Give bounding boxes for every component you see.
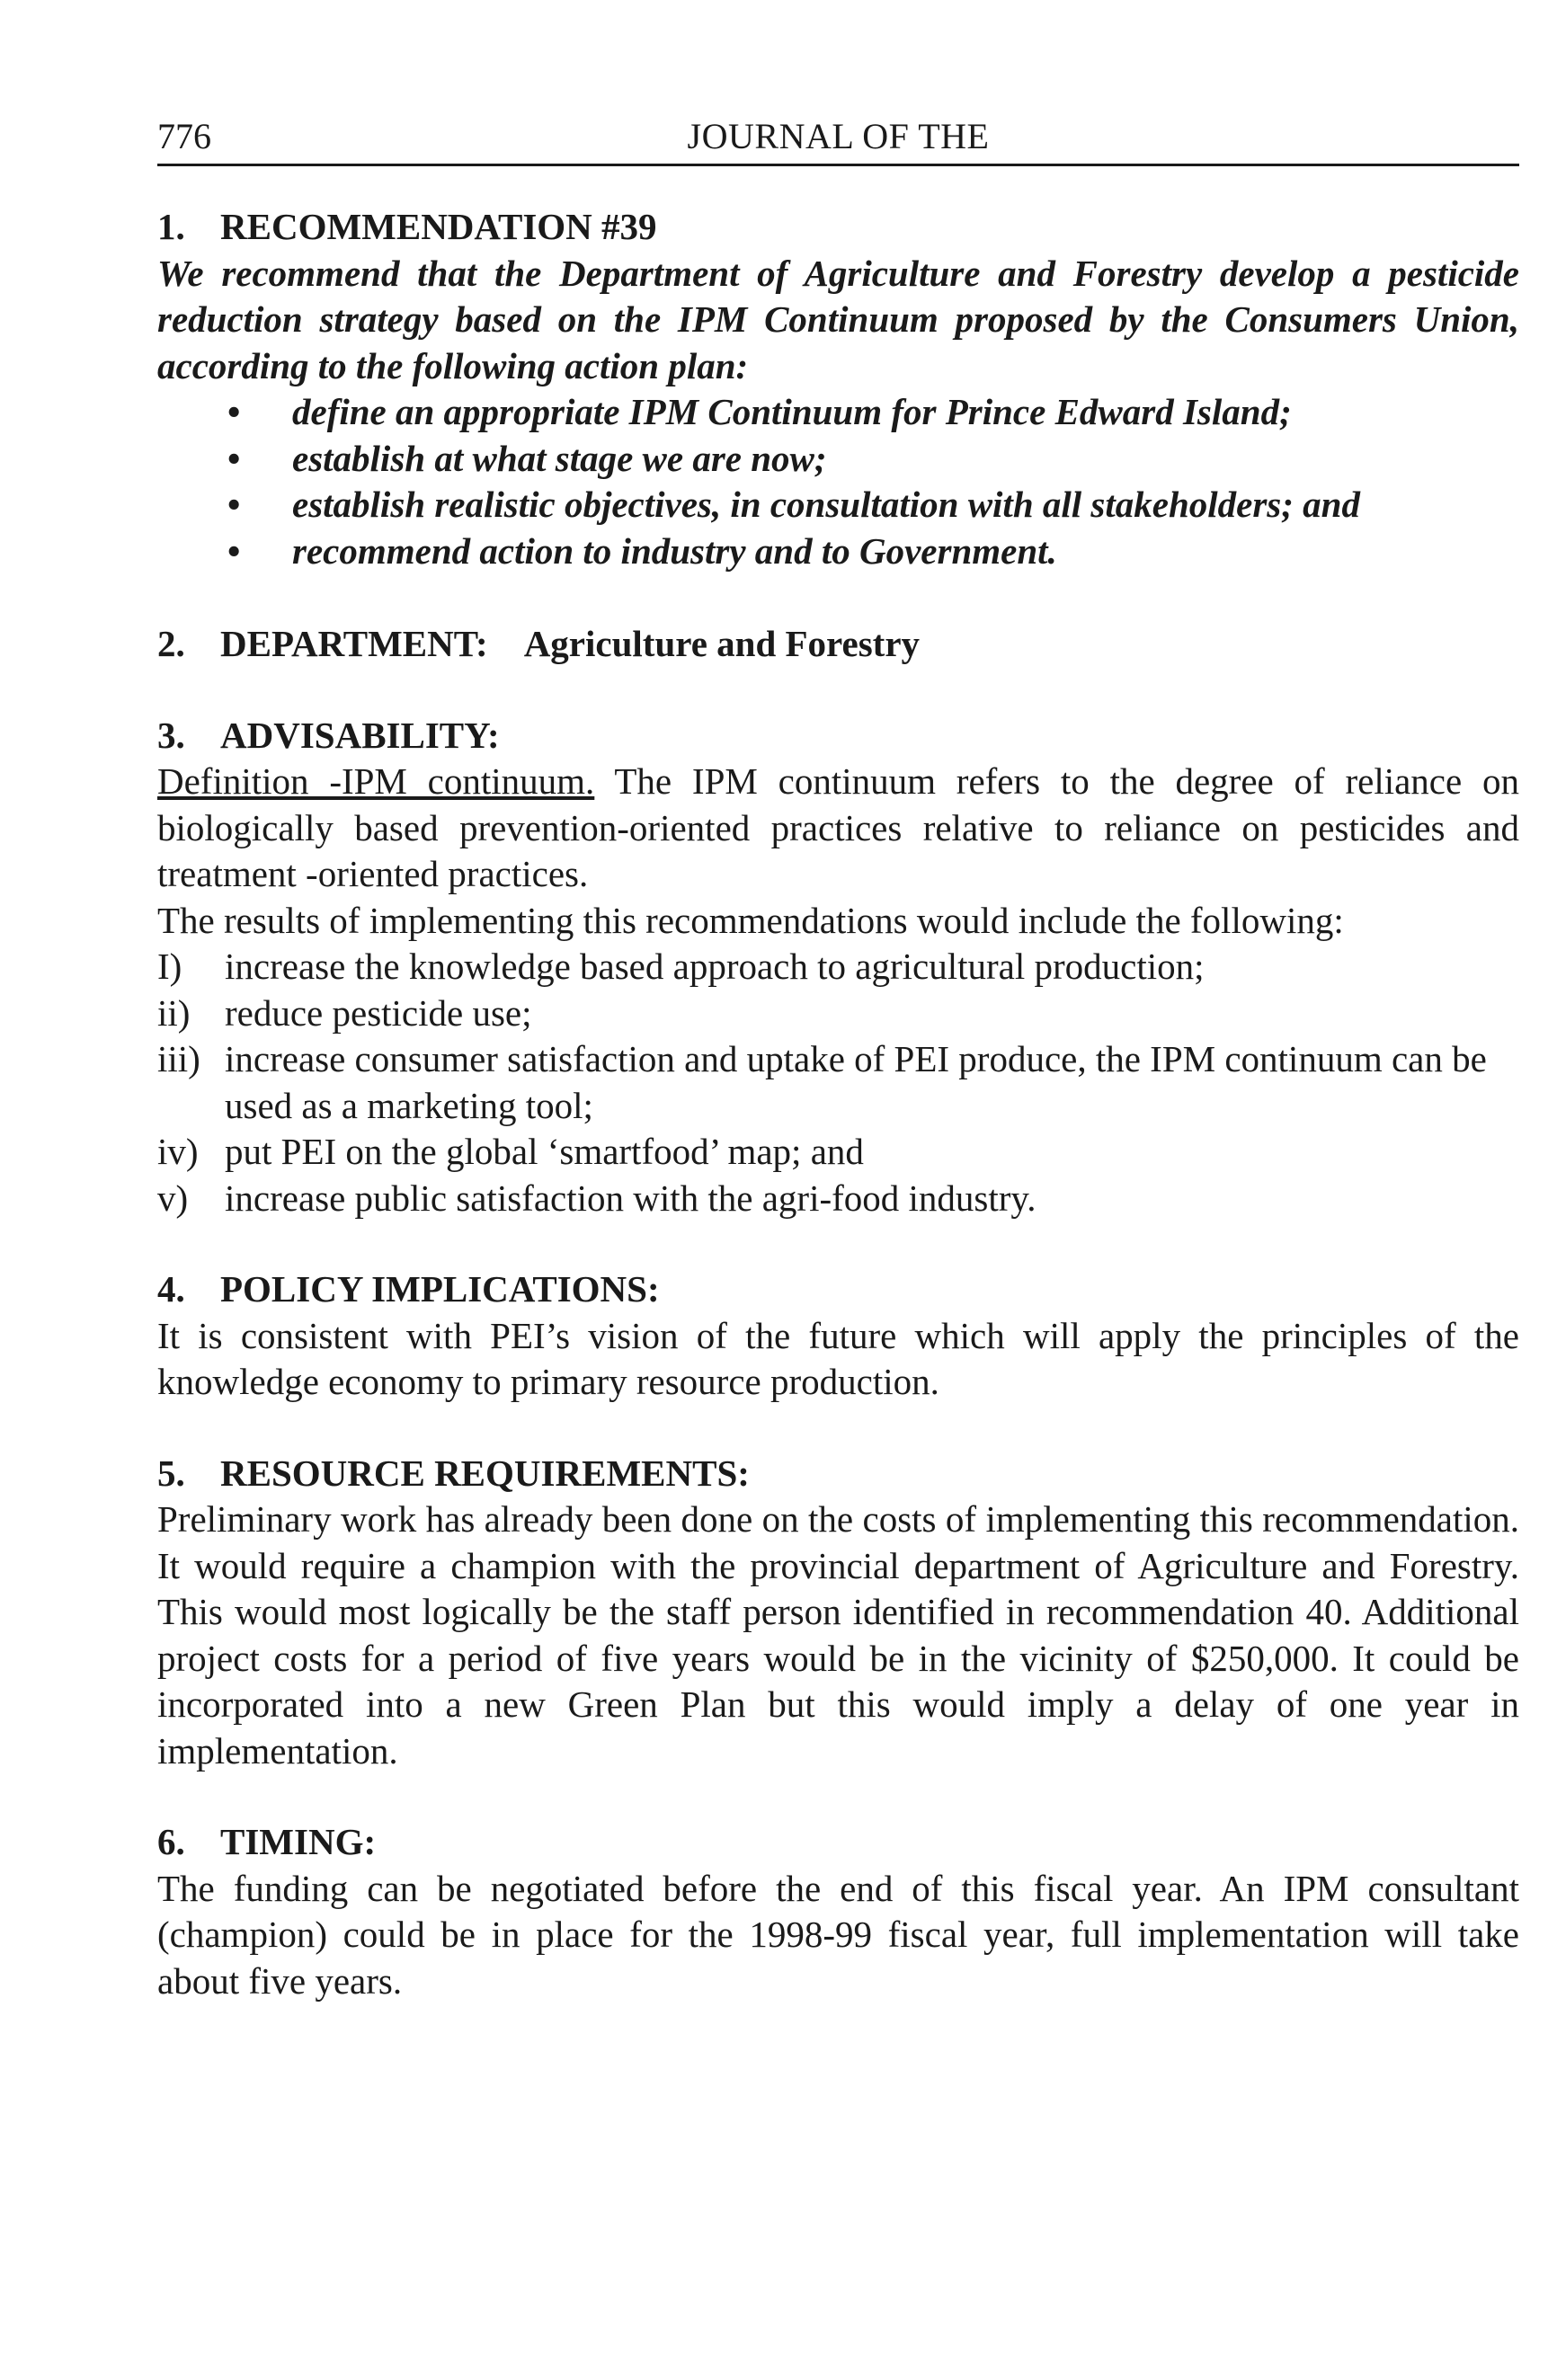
action-plan-item <box>157 389 1519 436</box>
resources-number: 5. <box>157 1452 185 1494</box>
action-plan-item <box>157 436 1519 483</box>
bullet-icon: • <box>227 484 241 525</box>
action-plan-text: establish at what stage we are now; <box>292 437 827 479</box>
department-value: Agriculture and Forestry <box>523 623 921 664</box>
action-plan-list <box>157 389 1519 574</box>
results-item <box>157 944 1519 990</box>
results-intro: The results of implementing this recommendations would include the following: <box>157 899 1344 941</box>
action-plan-text: establish realistic objectives, in consultation with all stakeholders; and <box>292 484 1360 525</box>
running-head: JOURNAL OF THE <box>687 116 990 156</box>
results-item <box>157 1036 1519 1129</box>
advisability-heading <box>157 713 1519 759</box>
resources-heading <box>157 1451 1519 1497</box>
definition-paragraph <box>157 759 1519 898</box>
policy-text: It is consistent with PEI’s vision of the future which will apply the principles of the knowledge economy to primary resource production. <box>157 1314 1519 1402</box>
department-label: DEPARTMENT: <box>220 623 488 664</box>
results-text: reduce pesticide use; <box>225 991 532 1034</box>
journal-page <box>157 0 1519 2004</box>
results-item <box>157 1176 1519 1222</box>
results-text: increase public satisfaction with the agri-food industry. <box>225 1177 1037 1219</box>
action-plan-text: recommend action to industry and to Government. <box>292 529 1057 572</box>
timing-heading <box>157 1819 1519 1866</box>
results-marker: iii) <box>157 1038 200 1079</box>
results-list <box>157 944 1519 1221</box>
results-text: put PEI on the global ‘smartfood’ map; and <box>225 1131 864 1172</box>
timing-number: 6. <box>157 1821 185 1862</box>
policy-number: 4. <box>157 1268 185 1310</box>
advisability-title: ADVISABILITY: <box>220 714 500 756</box>
results-item <box>157 990 1519 1037</box>
bullet-icon: • <box>227 391 241 432</box>
definition-label: Definition -IPM continuum. <box>157 760 595 802</box>
resources-title: RESOURCE REQUIREMENTS: <box>220 1452 750 1494</box>
results-text: increase consumer satisfaction and uptake of PEI produce, the IPM continuum can be used as a marketing tool; <box>225 1038 1487 1126</box>
timing-text: The funding can be negotiated before the end of this fiscal year. An IPM consultant (champion) could be in place for the 1998-99 fiscal year, full implementation will take about five years. <box>157 1867 1519 2002</box>
results-marker: iv) <box>157 1131 199 1172</box>
policy-heading <box>157 1266 1519 1313</box>
results-item <box>157 1129 1519 1176</box>
page-content <box>157 204 1519 2004</box>
department-line <box>157 621 1519 668</box>
timing-title: TIMING: <box>220 1821 377 1862</box>
definition-text: The IPM continuum refers to the degree of reliance on biologically based prevention-oriented practices relative to reliance on pesticides and treatment -oriented practices. <box>157 760 1519 894</box>
recommendation-number: 1. <box>157 206 185 247</box>
action-plan-item <box>157 482 1519 528</box>
page-number: 776 <box>157 116 211 156</box>
results-marker: v) <box>157 1177 189 1219</box>
bullet-icon: • <box>227 437 241 479</box>
bullet-icon: • <box>227 529 241 572</box>
policy-title: POLICY IMPLICATIONS: <box>220 1268 660 1310</box>
recommendation-heading <box>157 204 1519 251</box>
results-text: increase the knowledge based approach to agricultural production; <box>225 946 1205 987</box>
action-plan-item <box>157 528 1519 575</box>
page-header <box>157 110 1519 166</box>
results-marker: ii) <box>157 991 191 1034</box>
action-plan-text: define an appropriate IPM Continuum for Prince Edward Island; <box>292 391 1292 432</box>
resources-text: Preliminary work has already been done on the costs of implementing this recommendation. It would require a champion with the provincial department of Agriculture and Forestry. This would most logically be the staff person identified in recommendation 40. Additional project costs for a period of five years would be in the vicinity of $250,000. It could be incorporated into a new Green Plan but this would imply a delay of one year in implementation. <box>157 1498 1519 1772</box>
recommendation-text: We recommend that the Department of Agriculture and Forestry develop a pesticide reduction strategy based on the IPM Continuum proposed by the Consumers Union, according to the following action plan: <box>157 252 1519 386</box>
department-number: 2. <box>157 623 185 664</box>
recommendation-title: RECOMMENDATION #39 <box>220 206 657 247</box>
advisability-number: 3. <box>157 714 185 756</box>
results-marker: I) <box>157 946 182 987</box>
